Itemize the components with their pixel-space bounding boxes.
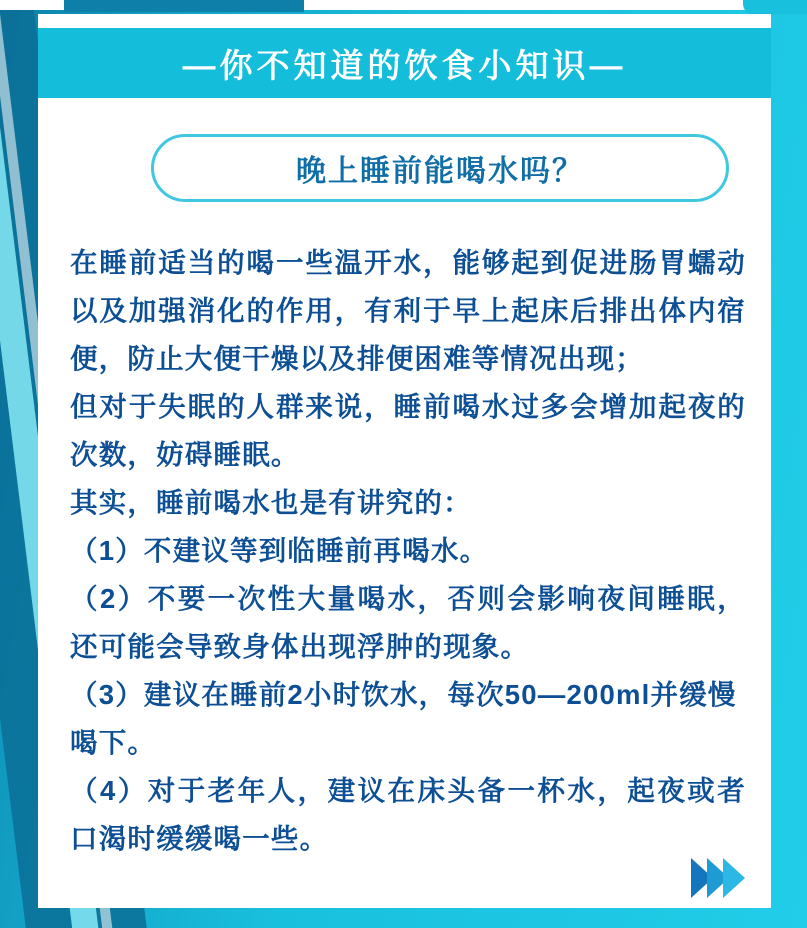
header-band <box>38 28 771 98</box>
paragraph-1: 在睡前适当的喝一些温开水，能够起到促进肠胃蠕动以及加强消化的作用，有利于早上起床后排出体内宿便，防止大便干燥以及排便困难等情况出现； <box>70 247 746 374</box>
question-title: 晚上睡前能喝水吗？ <box>296 155 584 188</box>
chevron-right-icon <box>723 858 745 898</box>
top-accent-bar <box>64 0 304 12</box>
content-card <box>38 14 771 908</box>
paragraph-3: 其实，睡前喝水也是有讲究的： <box>70 487 472 518</box>
question-pill <box>151 134 729 202</box>
paragraph-7: （4）对于老年人，建议在床头备一杯水，起夜或者口渴时缓缓喝一些。 <box>70 775 746 854</box>
paragraph-6: （3）建议在睡前2小时饮水，每次50—200ml并缓慢喝下。 <box>70 679 737 758</box>
page-title: —你不知道的饮食小知识— <box>182 46 627 84</box>
top-right-corner-accent <box>743 0 807 14</box>
paragraph-4: （1）不建议等到临睡前再喝水。 <box>70 535 489 566</box>
paragraph-5: （2）不要一次性大量喝水，否则会影响夜间睡眠，还可能会导致身体出现浮肿的现象。 <box>70 583 746 662</box>
paragraph-2: 但对于失眠的人群来说，睡前喝水过多会增加起夜的次数，妨碍睡眠。 <box>70 391 746 470</box>
body-copy <box>70 239 746 863</box>
arrow-decoration <box>697 858 745 898</box>
